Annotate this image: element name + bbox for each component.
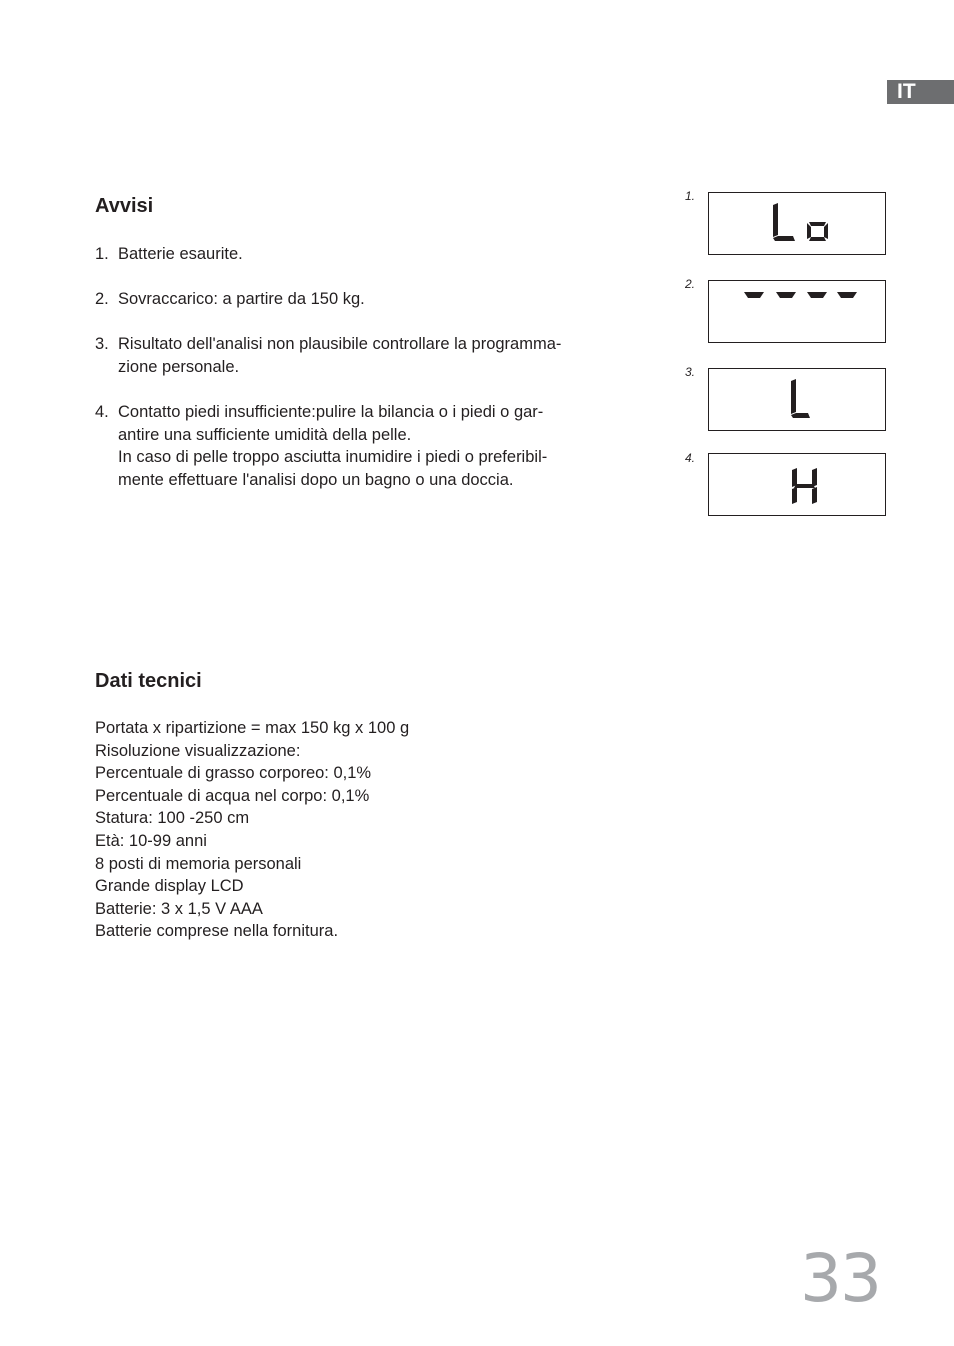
- warning-item-2: [95, 288, 615, 311]
- warning-number: 4.: [95, 403, 109, 422]
- tech-line: Portata x ripartizione = max 150 kg x 100 g: [95, 719, 410, 737]
- tech-line: Batterie comprese nella fornitura.: [95, 922, 339, 941]
- lcd-lo-icon: [709, 193, 887, 256]
- warnings-list: [95, 243, 615, 514]
- tech-line: Età: 10-99 anni: [95, 831, 207, 850]
- lcd-h-icon: [709, 454, 887, 517]
- lcd-display-l: [708, 368, 886, 431]
- warning-text: Sovraccarico: a partire da 150 kg.: [118, 290, 365, 309]
- warning-text: Contatto piedi insufficiente:pulire la bilancia o i piedi o gar-: [118, 403, 544, 422]
- warning-text: antire una sufficiente umidità della pelle.: [118, 425, 412, 444]
- warning-text: In caso di pelle troppo asciutta inumidire i piedi o preferibil-: [118, 448, 548, 467]
- lcd-display-lo: [708, 192, 886, 255]
- warning-number: 1.: [95, 245, 109, 263]
- tech-line: Percentuale di grasso corporeo: 0,1%: [95, 764, 372, 783]
- warnings-heading: Avvisi: [95, 195, 154, 217]
- warning-text: Batterie esaurite.: [118, 245, 243, 263]
- tech-line: Batterie: 3 x 1,5 V AAA: [95, 899, 263, 918]
- warning-number: 2.: [95, 290, 109, 309]
- warning-text: Risultato dell'analisi non plausibile controllare la programma-: [118, 335, 562, 354]
- lcd-display-h: [708, 453, 886, 516]
- technical-data-list: [95, 717, 409, 943]
- warning-text: zione personale.: [118, 357, 240, 376]
- page-number: 33: [800, 1240, 880, 1317]
- display-label-2: 2.: [685, 277, 696, 291]
- warning-item-1: [95, 243, 615, 266]
- lcd-display-overload: [708, 280, 886, 343]
- tech-line: Grande display LCD: [95, 877, 244, 896]
- display-label-3: 3.: [685, 365, 696, 379]
- tech-line: Percentuale di acqua nel corpo: 0,1%: [95, 786, 370, 805]
- tech-line: Risoluzione visualizzazione:: [95, 741, 301, 760]
- tech-line: Statura: 100 -250 cm: [95, 809, 250, 828]
- lcd-l-icon: [709, 369, 887, 432]
- warning-item-4: [95, 401, 615, 491]
- display-label-4: 4.: [685, 451, 696, 465]
- display-label-1: 1.: [685, 189, 696, 203]
- lcd-dashes-icon: [709, 281, 887, 344]
- warning-text: mente effettuare l'analisi dopo un bagno o una doccia.: [118, 470, 514, 489]
- warning-item-3: [95, 333, 615, 378]
- tech-line: 8 posti di memoria personali: [95, 854, 302, 873]
- language-tab: IT: [887, 80, 954, 104]
- technical-data-heading: Dati tecnici: [95, 670, 202, 692]
- warning-number: 3.: [95, 335, 109, 354]
